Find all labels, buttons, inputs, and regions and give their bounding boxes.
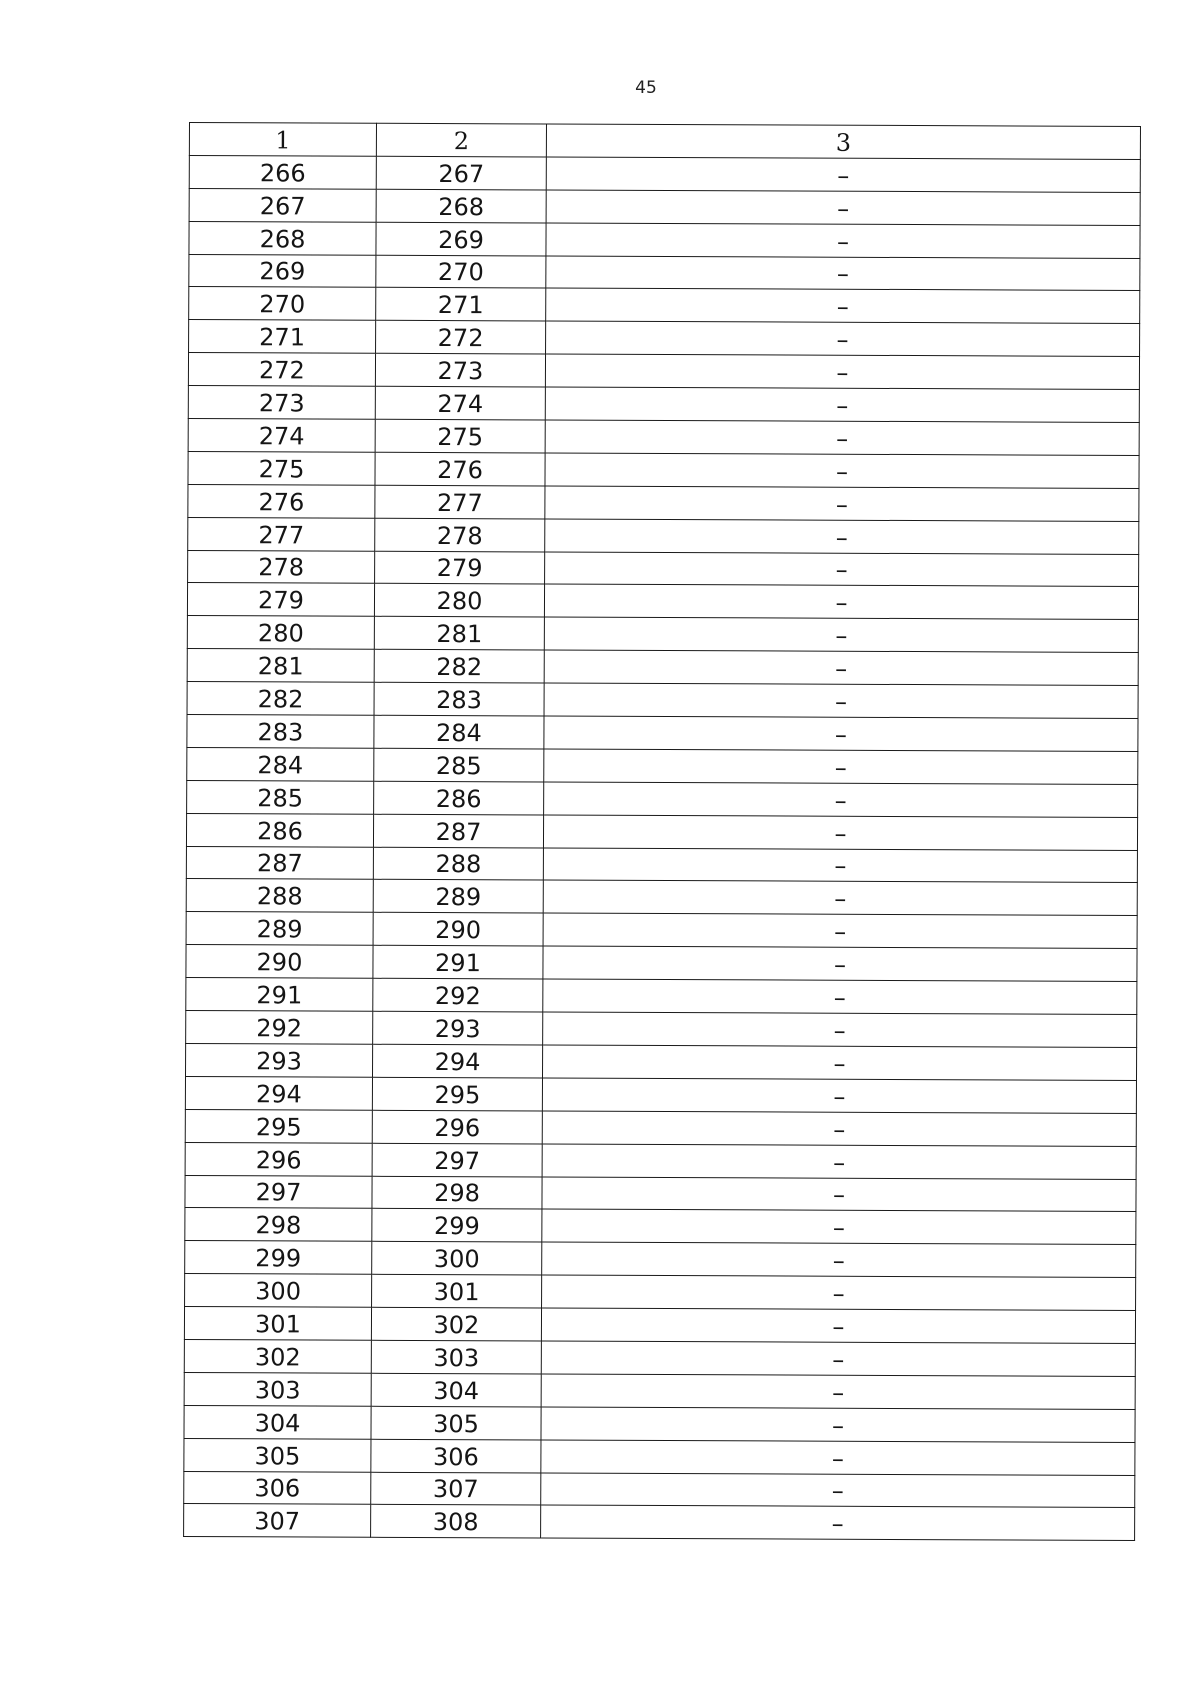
cell-col-2: 301 [372,1274,542,1308]
cell-col-1: 274 [188,419,375,453]
table-row [186,945,1137,982]
cell-col-3: – [545,453,1139,488]
cell-col-2: 277 [375,485,545,519]
table-row [188,484,1139,521]
cell-col-2: 302 [371,1307,541,1341]
cell-col-3: – [542,1078,1136,1113]
table-row [188,353,1139,390]
cell-col-3: – [546,321,1140,356]
cell-col-2: 295 [372,1077,542,1111]
table-row [187,616,1138,653]
table-row [186,846,1137,883]
cell-col-2: 292 [373,978,543,1012]
cell-col-1: 300 [185,1274,372,1308]
cell-col-2: 289 [373,880,543,914]
table-container [183,122,1140,1541]
cell-col-3: – [544,716,1138,751]
cell-col-3: – [541,1440,1135,1475]
cell-col-2: 281 [374,617,544,651]
cell-col-1: 297 [185,1175,372,1209]
cell-col-3: – [541,1374,1135,1409]
cell-col-1: 299 [185,1241,372,1275]
cell-col-3: – [545,519,1139,554]
cell-col-3: – [542,1242,1136,1277]
cell-col-3: – [542,1144,1136,1179]
cell-col-2: 267 [376,156,546,190]
table-row [188,386,1139,423]
cell-col-3: – [546,157,1140,192]
table-row [186,1011,1137,1048]
cell-col-3: – [545,387,1139,422]
cell-col-3: – [546,223,1140,258]
table-row [185,1076,1136,1113]
cell-col-2: 298 [372,1176,542,1210]
cell-col-1: 286 [186,813,373,847]
table-row [186,1043,1137,1080]
cell-col-3: – [545,420,1139,455]
table-row [188,419,1139,456]
table-row [189,188,1140,225]
table-row [185,1208,1136,1245]
cell-col-2: 304 [371,1373,541,1407]
cell-col-1: 273 [188,386,375,420]
cell-col-1: 303 [184,1372,371,1406]
cell-col-2: 283 [374,682,544,716]
cell-col-1: 301 [184,1307,371,1341]
table-row [187,682,1138,719]
table-row [187,649,1138,686]
table-row [189,254,1140,291]
table-row [187,583,1138,620]
table-row [184,1504,1135,1541]
table-row [186,978,1137,1015]
cell-col-2: 305 [371,1406,541,1440]
cell-col-1: 302 [184,1339,371,1373]
cell-col-1: 289 [186,912,373,946]
cell-col-2: 299 [372,1209,542,1243]
cell-col-3: – [544,683,1138,718]
cell-col-1: 270 [189,287,376,321]
cell-col-2: 275 [375,419,545,453]
cell-col-2: 293 [373,1011,543,1045]
cell-col-3: – [543,1012,1137,1047]
cell-col-3: – [543,913,1137,948]
cell-col-2: 290 [373,913,543,947]
cell-col-3: – [542,1275,1136,1310]
table-row [185,1142,1136,1179]
cell-col-3: – [542,1111,1136,1146]
table-row [184,1339,1135,1376]
cell-col-3: – [542,1176,1136,1211]
cell-col-1: 288 [186,879,373,913]
cell-col-3: – [543,848,1137,883]
cell-col-2: 307 [371,1472,541,1506]
cell-col-1: 295 [185,1109,372,1143]
cell-col-1: 307 [184,1504,371,1538]
cell-col-1: 285 [187,780,374,814]
table-row [184,1471,1135,1508]
cell-col-1: 279 [187,583,374,617]
cell-col-2: 284 [374,715,544,749]
cell-col-1: 298 [185,1208,372,1242]
table-body [184,155,1141,1540]
cell-col-3: – [541,1505,1135,1540]
cell-col-1: 291 [186,978,373,1012]
cell-col-3: – [545,552,1139,587]
cell-col-2: 268 [376,189,546,223]
cell-col-1: 304 [184,1405,371,1439]
cell-col-3: – [546,288,1140,323]
cell-col-2: 274 [375,386,545,420]
cell-col-1: 267 [189,188,376,222]
cell-col-2: 278 [375,518,545,552]
table-row [185,1175,1136,1212]
column-header-3: 3 [546,124,1140,159]
cell-col-2: 308 [371,1505,541,1539]
cell-col-3: – [543,979,1137,1014]
table-row [189,221,1140,258]
cell-col-1: 294 [185,1076,372,1110]
cell-col-2: 273 [375,354,545,388]
cell-col-3: – [544,584,1138,619]
cell-col-1: 280 [187,616,374,650]
table-row [184,1372,1135,1409]
cell-col-3: – [542,1045,1136,1080]
cell-col-2: 297 [372,1143,542,1177]
column-header-2: 2 [376,123,546,157]
table-row [188,550,1139,587]
cell-col-1: 296 [185,1142,372,1176]
cell-col-3: – [543,880,1137,915]
cell-col-1: 305 [184,1438,371,1472]
table-row [185,1109,1136,1146]
cell-col-2: 288 [373,847,543,881]
cell-col-1: 275 [188,451,375,485]
cell-col-3: – [544,782,1138,817]
cell-col-1: 276 [188,484,375,518]
cell-col-2: 279 [375,551,545,585]
cell-col-1: 292 [186,1011,373,1045]
table-row [187,780,1138,817]
cell-col-2: 287 [373,814,543,848]
cell-col-1: 293 [186,1043,373,1077]
cell-col-2: 291 [373,946,543,980]
table-row [187,715,1138,752]
table-row [186,912,1137,949]
table-row [184,1405,1135,1442]
table-row [185,1274,1136,1311]
cell-col-3: – [546,256,1140,291]
table-row [185,1241,1136,1278]
table-row [189,320,1140,357]
table-row [184,1438,1135,1475]
cell-col-3: – [544,650,1138,685]
table-row [189,287,1140,324]
table-row [188,517,1139,554]
cell-col-3: – [544,617,1138,652]
cell-col-1: 306 [184,1471,371,1505]
page-number: 45 [635,78,657,98]
cell-col-3: – [541,1407,1135,1442]
cell-col-2: 280 [374,584,544,618]
cell-col-2: 270 [376,255,546,289]
cell-col-2: 285 [374,748,544,782]
cell-col-2: 303 [371,1340,541,1374]
table-row [189,155,1140,192]
cell-col-3: – [542,1209,1136,1244]
cell-col-1: 290 [186,945,373,979]
cell-col-1: 277 [188,517,375,551]
cell-col-2: 294 [373,1044,543,1078]
cell-col-2: 300 [372,1242,542,1276]
cell-col-1: 283 [187,715,374,749]
cell-col-3: – [541,1308,1135,1343]
cell-col-2: 271 [376,288,546,322]
header-row [189,123,1140,160]
cell-col-1: 266 [189,155,376,189]
cell-col-1: 287 [186,846,373,880]
cell-col-1: 282 [187,682,374,716]
cell-col-2: 306 [371,1439,541,1473]
table-row [184,1307,1135,1344]
cell-col-2: 282 [374,650,544,684]
table-row [187,747,1138,784]
cell-col-3: – [543,815,1137,850]
cell-col-2: 286 [374,781,544,815]
cell-col-1: 269 [189,254,376,288]
cell-col-2: 296 [372,1110,542,1144]
cell-col-1: 278 [188,550,375,584]
table-row [188,451,1139,488]
table-row [186,879,1137,916]
cell-col-2: 276 [375,452,545,486]
cell-col-2: 269 [376,222,546,256]
cell-col-3: – [545,354,1139,389]
cell-col-2: 272 [376,321,546,355]
cell-col-3: – [544,749,1138,784]
data-table [183,122,1141,1541]
table-row [186,813,1137,850]
cell-col-1: 281 [187,649,374,683]
cell-col-1: 272 [188,353,375,387]
cell-col-1: 268 [189,221,376,255]
cell-col-3: – [545,486,1139,521]
cell-col-3: – [546,190,1140,225]
cell-col-1: 284 [187,747,374,781]
cell-col-3: – [541,1473,1135,1508]
cell-col-3: – [541,1341,1135,1376]
cell-col-1: 271 [189,320,376,354]
cell-col-3: – [543,946,1137,981]
column-header-1: 1 [189,123,376,157]
